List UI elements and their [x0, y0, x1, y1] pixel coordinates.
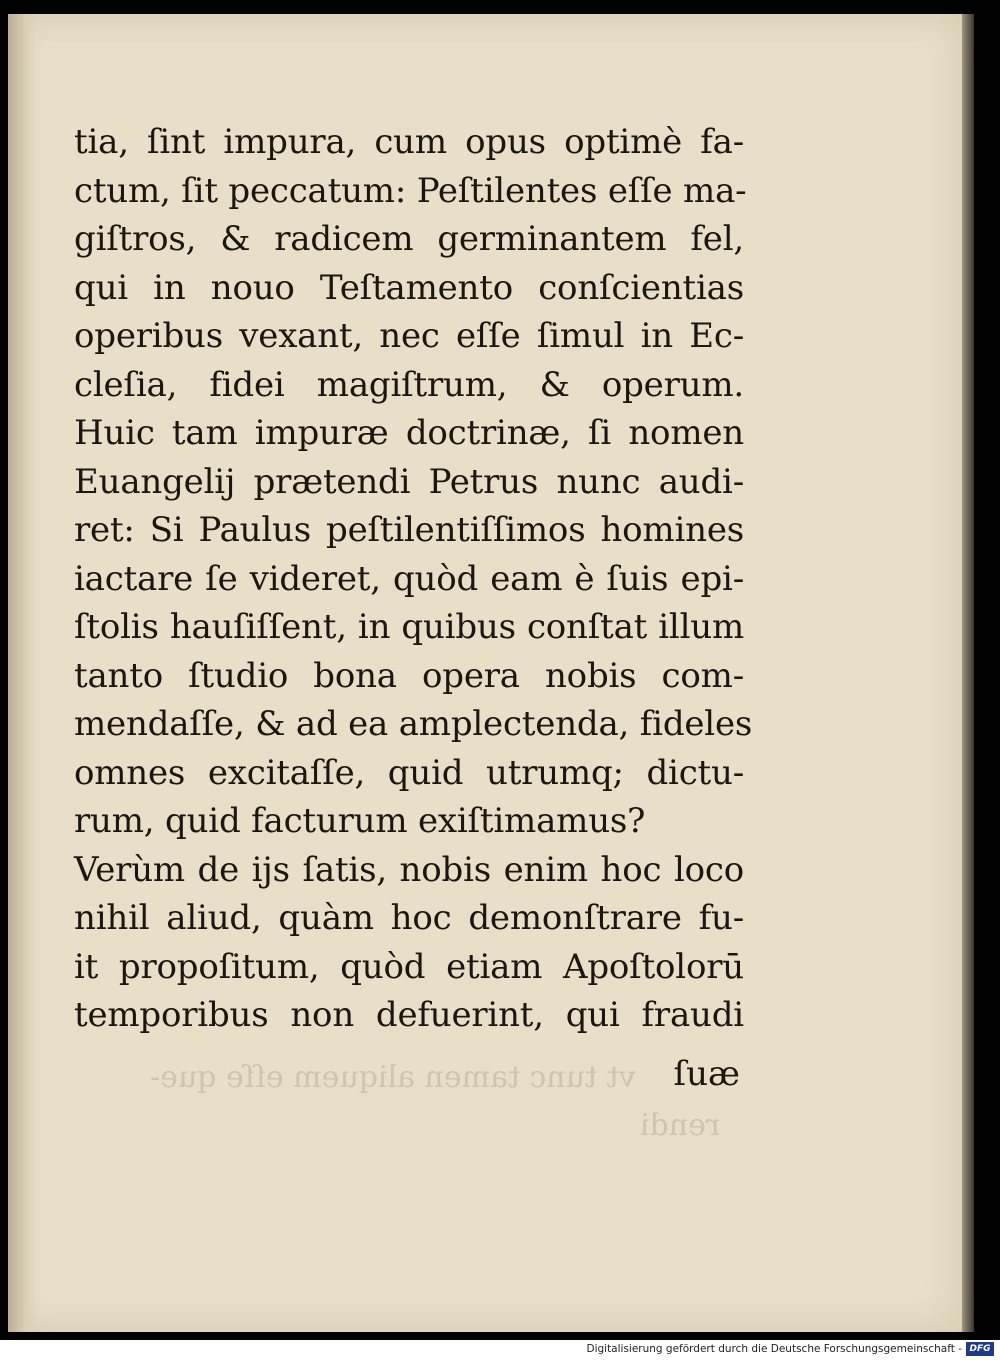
page-gutter-shadow: [8, 14, 36, 1332]
text-line: tanto ſtudio bona opera nobis com-: [74, 655, 744, 696]
text-line: operibus vexant, nec eſſe ſimul in Ec-: [74, 316, 744, 356]
dfg-logo: DFG: [966, 1342, 994, 1356]
text-line: rum, quid facturum exiſtimamus?: [74, 801, 646, 841]
text-line: qui in nouo Teſtamento conſcientias: [74, 267, 744, 308]
text-line: it propoſitum, quòd etiam Apoſtolorū: [74, 946, 744, 987]
text-line: Huic tam impuræ doctrinæ, ſi nomen: [74, 413, 744, 453]
text-line: nihil aliud, quàm hoc demonſtrare fu-: [74, 898, 744, 938]
text-line: cleſia, fidei magiſtrum, & operum.: [74, 364, 744, 405]
catchword: ſuæ: [673, 1054, 740, 1094]
text-line: ſtolis hauſiſſent, in quibus conſtat illum: [74, 607, 744, 647]
text-line: giſtros, & radicem germinantem fel,: [74, 219, 744, 259]
text-line: mendaſſe, & ad ea amplectenda, fideles: [74, 704, 753, 744]
text-line: tia, ſint impura, cum opus optimè fa-: [74, 122, 744, 162]
text-line: Verùm de ijs ſatis, nobis enim hoc loco: [74, 849, 744, 890]
footer-credit: Digitalisierung gefördert durch die Deutsche Forschungsgemeinschaft -: [586, 1343, 962, 1355]
text-line: temporibus non defuerint, qui fraudi: [74, 995, 744, 1035]
text-line: omnes excitaſſe, quid utrumq; dictu-: [74, 752, 744, 793]
show-through-text: vt tunc tamen aliquem eſſe que-: [150, 1060, 636, 1095]
text-line: ret: Si Paulus peſtilentiſſimos homines: [74, 510, 744, 550]
footer-bar: [0, 1340, 1000, 1360]
text-block: [74, 118, 753, 1040]
show-through-text: rendi: [640, 1108, 721, 1143]
text-line: ctum, ſit peccatum: Peſtilentes eſſe ma-: [74, 170, 747, 211]
text-line: iactare ſe videret, quòd eam è ſuis epi-: [74, 558, 744, 599]
text-line: Euangelij prætendi Petrus nunc audi-: [74, 461, 744, 502]
page-edge: [962, 14, 974, 1332]
